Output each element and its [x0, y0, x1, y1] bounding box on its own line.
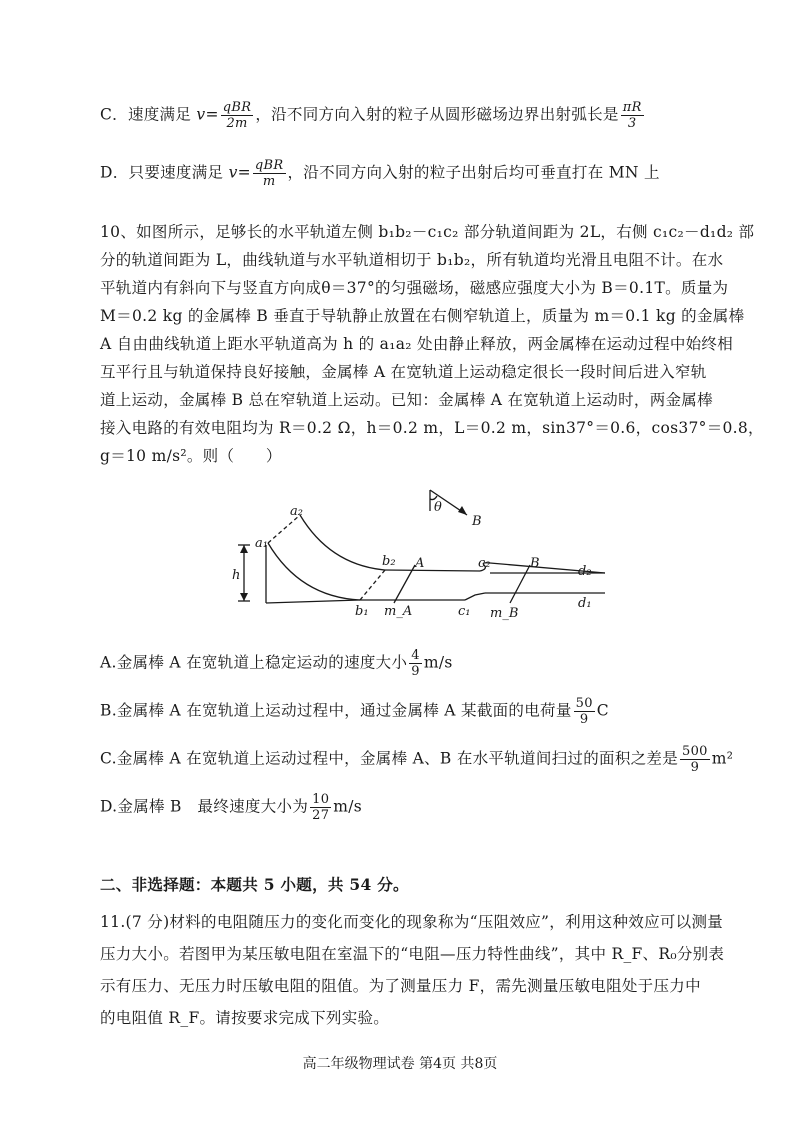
label-ma: m_A: [384, 604, 413, 619]
q10-option-d-fraction: [310, 792, 331, 823]
q10-line-8: 接入电路的有效电阻均为 R＝0.2 Ω，h＝0.2 m，L＝0.2 m，sin37°＝0.6，cos37°＝0.8，: [100, 419, 764, 437]
frac-den: 3: [627, 116, 637, 131]
q11-line-3: 示有压力、无压力时压敏电阻的阻值。为了测量压力 F，需先测量压敏电阻处于压力中: [100, 977, 701, 995]
q10-line-2: 分的轨道间距为 L，曲线轨道与水平轨道相切于 b₁b₂，所有轨道均光滑且电阻不计。在水: [100, 251, 724, 269]
frac-den: m: [262, 174, 276, 189]
q10-option-d: [100, 792, 362, 823]
q10-line-1: 10、如图所示，足够长的水平轨道左侧 b₁b₂－c₁c₂ 部分轨道间距为 2L，右侧 c₁c₂－d₁d₂ 部: [100, 223, 755, 241]
label-b1: b₁: [355, 604, 369, 619]
q11-line-2: 压力大小。若图甲为某压敏电阻在室温下的“电阻—压力特性曲线”，其中 R_F、R₀分别表: [100, 945, 725, 963]
near-curve-track: [268, 543, 360, 600]
q10-option-c-unit: m²: [711, 749, 734, 768]
frac-den: 9: [690, 760, 700, 775]
option-d-v: v=: [228, 163, 251, 182]
q10-line-4: M＝0.2 kg 的金属棒 B 垂直于导轨静止放置在右侧窄轨道上，质量为 m＝0.1 kg 的金属棒: [100, 307, 745, 325]
q10-option-a-text: A.金属棒 A 在宽轨道上稳定运动的速度大小: [100, 653, 408, 672]
frac-den: 9: [411, 664, 420, 679]
label-field-b: B: [472, 514, 482, 529]
option-c-fraction-1: [221, 100, 254, 131]
q10-option-d-unit: m/s: [333, 797, 363, 816]
label-theta: θ: [434, 500, 442, 515]
label-mb: m_B: [490, 606, 519, 621]
label-d2: d₂: [578, 564, 592, 579]
label-h: h: [232, 568, 241, 583]
q10-option-c-fraction: [680, 744, 710, 775]
q10-option-b-text: B.金属棒 A 在宽轨道上运动过程中，通过金属棒 A 某截面的电荷量: [100, 701, 572, 720]
option-c-prefix: C．速度满足: [100, 105, 197, 124]
far-wide-rail: [385, 570, 480, 571]
near-left-rail: [266, 600, 360, 603]
q11-line-4: 的电阻值 R_F。请按要求完成下列实验。: [100, 1009, 390, 1027]
label-a1: a₁: [255, 536, 268, 551]
h-arrow-up: [240, 545, 248, 553]
section-2-heading: 二、非选择题：本题共 5 小题，共 54 分。: [100, 875, 409, 894]
label-d1: d₁: [578, 596, 592, 611]
frac-num: qBR: [254, 158, 284, 173]
option-c-fraction-2: [621, 100, 644, 131]
option-d-prefix: D．只要速度满足: [100, 163, 229, 182]
frac-den: 2m: [226, 116, 248, 131]
frac-num: 50: [575, 696, 593, 711]
frac-den: 27: [312, 808, 330, 823]
page-footer: 高二年级物理试卷 第4页 共8页: [302, 1056, 498, 1072]
frac-num: 4: [411, 648, 420, 663]
q10-option-c-text: C.金属棒 A 在宽轨道上运动过程中，金属棒 A、B 在水平轨道间扫过的面积之差是: [100, 749, 679, 768]
field-arrowhead: [458, 506, 467, 515]
option-c-v: v=: [196, 105, 219, 124]
option-d-fraction: [253, 158, 286, 189]
label-rod-a: A: [415, 556, 425, 571]
q10-line-6: 互平行且与轨道保持良好接触，金属棒 A 在宽轨道上运动稳定很长一段时间后进入窄轨: [100, 363, 707, 381]
q10-option-b-unit: C: [596, 701, 609, 720]
q10-option-c: [100, 744, 733, 775]
option-d: [100, 158, 660, 189]
rod-b: [510, 565, 530, 603]
option-d-text: ，沿不同方向入射的粒子出射后均可垂直打在 MN 上: [287, 163, 660, 182]
label-c1: c₁: [458, 604, 471, 619]
q11-line-1: 11.(7 分)材料的电阻随压力的变化而变化的现象称为“压阻效应”，利用这种效应可以测量: [100, 913, 724, 931]
q10-option-b: [100, 696, 609, 727]
option-c: [100, 100, 646, 131]
h-arrow-down: [240, 593, 248, 601]
frac-num: πR: [622, 100, 642, 115]
frac-num: qBR: [222, 100, 252, 115]
option-c-text: ，沿不同方向入射的粒子从圆形磁场边界出射弧长是: [255, 105, 619, 124]
q10-option-b-fraction: [574, 696, 595, 727]
q10-option-a-fraction: [409, 648, 422, 679]
q10-option-a-unit: m/s: [423, 653, 453, 672]
rail-diagram: [0, 485, 800, 625]
frac-den: 9: [579, 712, 589, 727]
c1-step: [465, 593, 485, 600]
label-c2: c₂: [478, 556, 491, 571]
a1-a2-dashed: [268, 515, 300, 543]
b1-b2-dashed: [360, 570, 385, 600]
label-b2: b₂: [382, 554, 396, 569]
frac-num: 10: [312, 792, 330, 807]
q10-line-7: 道上运动，金属棒 B 总在窄轨道上运动。已知：金属棒 A 在宽轨道上运动时，两金属棒: [100, 391, 713, 409]
frac-num: 500: [682, 744, 708, 759]
q10-line-5: A 自由曲线轨道上距水平轨道高为 h 的 a₁a₂ 处由静止释放，两金属棒在运动过程中始终相: [100, 335, 734, 353]
q10-option-d-text: D.金属棒 B 最终速度大小为: [100, 797, 309, 816]
q10-option-a: [100, 648, 453, 679]
q10-line-3: 平轨道内有斜向下与竖直方向成θ＝37°的匀强磁场，磁感应强度大小为 B＝0.1T。质量为: [100, 279, 729, 297]
label-a2: a₂: [290, 504, 303, 519]
far-curve-track: [300, 515, 385, 570]
q10-line-9: g＝10 m/s²。则（ ）: [100, 447, 282, 465]
label-rod-b: B: [530, 556, 540, 571]
